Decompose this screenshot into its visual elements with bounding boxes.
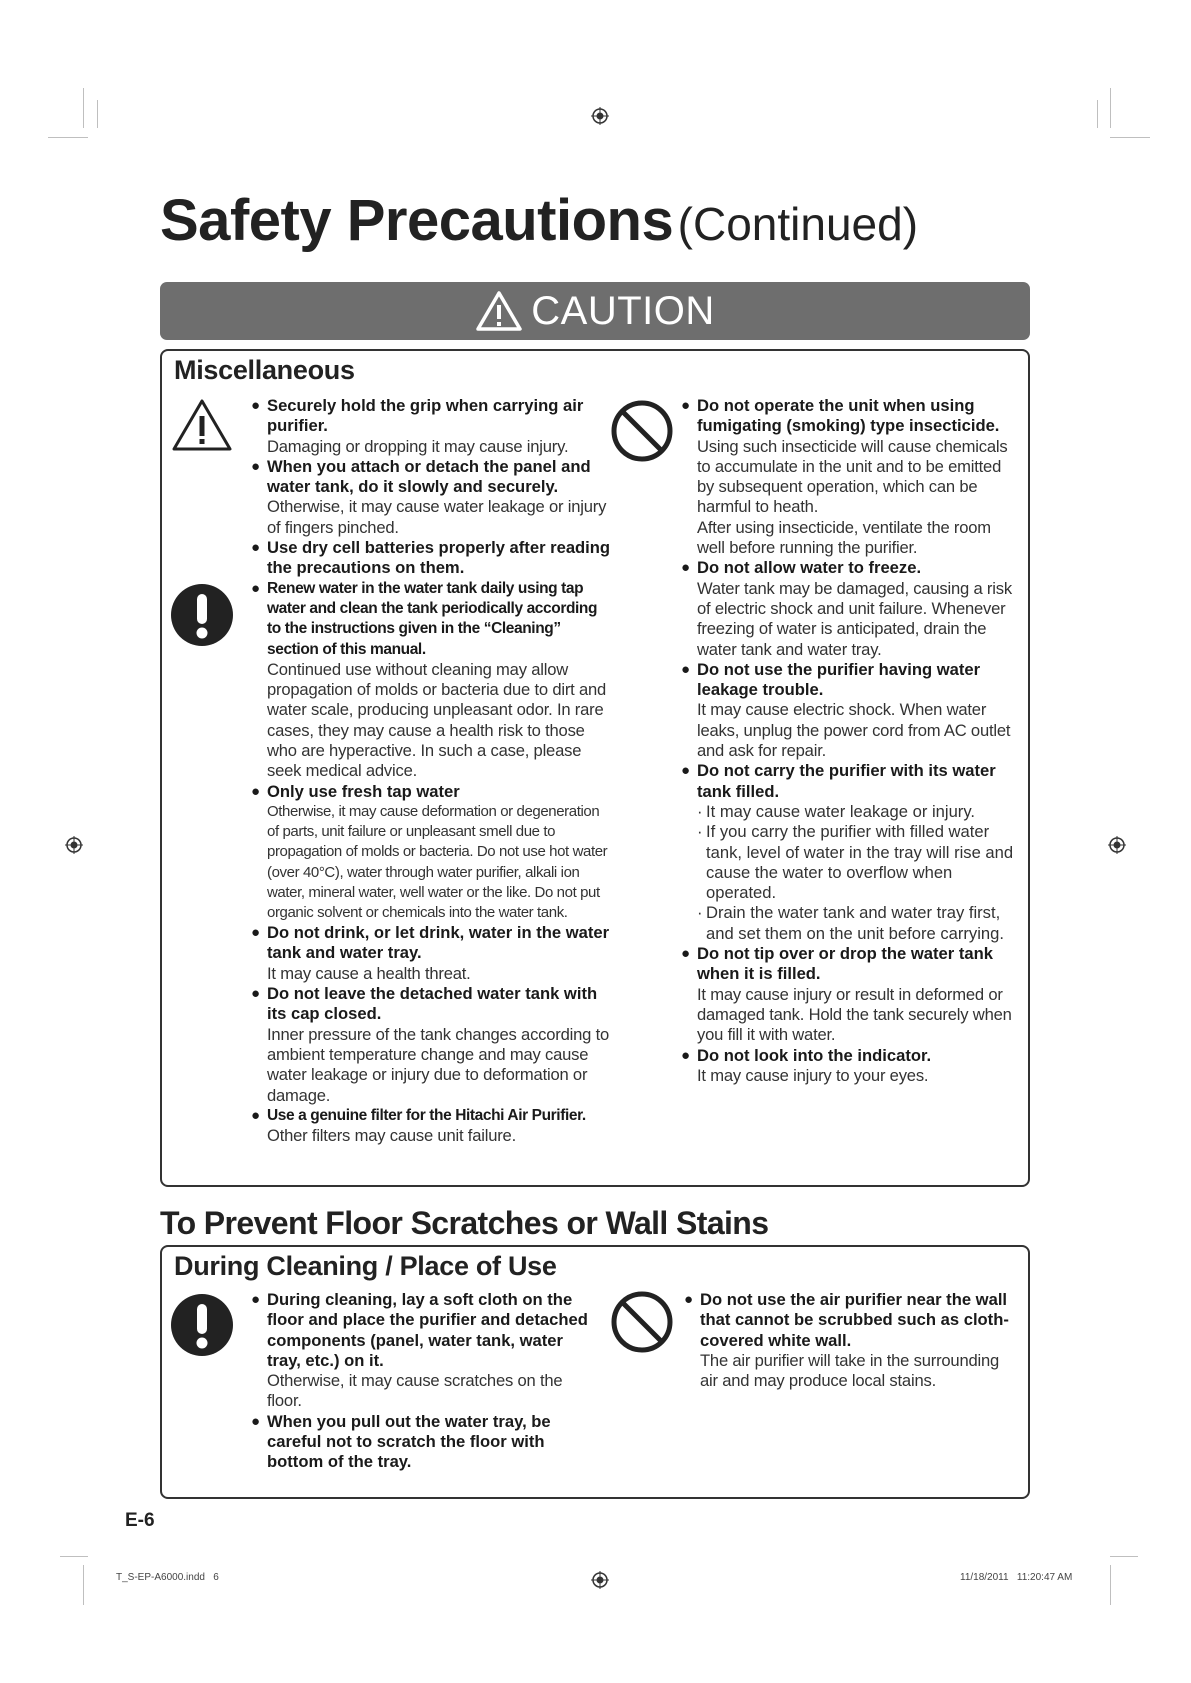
item-desc: It may cause injury or result in deformed or damaged tank. Hold the tank securely when you fill it with water. <box>697 984 1012 1045</box>
list-item <box>253 782 611 924</box>
warning-triangle-icon <box>475 290 523 332</box>
item-desc: It may cause a health threat. <box>267 963 471 983</box>
list-item <box>253 984 611 1106</box>
list-item <box>683 761 1020 944</box>
list-item <box>683 1046 1020 1087</box>
item-desc: Inner pressure of the tank changes according to ambient temperature change and may cause water leakage or injury due to deformation or damage. <box>267 1024 610 1105</box>
misc-right-column <box>683 396 1020 1086</box>
bullet-icon: ● <box>251 985 261 1003</box>
sub-item-text: Drain the water tank and water tray first, and set them on the unit before carrying. <box>706 903 1004 943</box>
caution-label: CAUTION <box>531 288 715 333</box>
item-desc: Otherwise, it may cause deformation or degeneration of parts, unit failure or unpleasant smell due to propagation of molds or bacteria. Do not use hot water (over 40°C), water through water purifier, alkali ion water, mineral water, well water or the like. Do not put organic solvent or chemicals into the water tank. <box>267 802 608 921</box>
item-desc: Damaging or dropping it may cause injury. <box>267 436 569 456</box>
crop-mark <box>1110 1565 1111 1605</box>
item-title: Do not operate the unit when using fumigating (smoking) type insecticide. <box>697 396 1000 436</box>
prohibited-icon <box>610 1290 674 1354</box>
item-title: Do not look into the indicator. <box>697 1045 932 1065</box>
section-title: To Prevent Floor Scratches or Wall Stains <box>160 1205 769 1241</box>
crop-mark <box>1110 88 1111 128</box>
bullet-icon: ● <box>251 539 261 557</box>
misc-left-column <box>253 396 611 1146</box>
bullet-icon: ● <box>251 924 261 942</box>
caution-banner <box>160 282 1030 340</box>
prohibited-icon <box>610 399 674 463</box>
item-title: Only use fresh tap water <box>267 781 460 801</box>
item-title: Do not allow water to freeze. <box>697 558 922 578</box>
item-desc: Otherwise, it may cause water leakage or injury of fingers pinched. <box>267 497 607 537</box>
item-desc: Using such insecticide will cause chemicals to accumulate in the unit and to be emitted by subsequent operation, which can be harmful to heath. <box>697 436 1008 517</box>
footer-file: T_S-EP-A6000.indd 6 <box>116 1572 219 1583</box>
item-title: Do not carry the purifier with its water tank filled. <box>697 761 996 801</box>
item-desc: Continued use without cleaning may allow propagation of molds or bacteria due to dirt and water scale, producing unpleasant odor. In rare cases, they may cause a health risk to those who are hyperactive. In such a case, please seek medical advice. <box>267 659 607 781</box>
page-number: E-6 <box>125 1510 155 1531</box>
crop-mark <box>1110 1556 1138 1557</box>
list-item <box>253 579 611 782</box>
bullet-icon: ● <box>681 945 691 963</box>
title-main: Safety Precautions <box>160 188 674 253</box>
miscellaneous-heading: Miscellaneous <box>174 355 355 385</box>
item-title: Use a genuine filter for the Hitachi Air Purifier. <box>267 1106 586 1124</box>
crop-mark <box>83 88 84 128</box>
list-item <box>253 538 611 579</box>
item-desc: Other filters may cause unit failure. <box>267 1126 516 1146</box>
cleaning-left-column <box>253 1290 593 1473</box>
list-item <box>683 944 1020 1045</box>
mandatory-exclamation-icon <box>170 1293 234 1357</box>
list-item <box>253 1290 593 1412</box>
bullet-icon: ● <box>251 1291 261 1308</box>
registration-mark-icon <box>591 1571 609 1589</box>
item-title: Do not leave the detached water tank with its cap closed. <box>267 984 598 1024</box>
bullet-icon: ● <box>251 782 261 800</box>
list-item <box>253 1412 593 1473</box>
item-title: When you pull out the water tray, be careful not to scratch the floor with bottom of the tray. <box>267 1411 551 1472</box>
bullet-icon: ● <box>251 457 261 475</box>
bullet-icon: ● <box>681 397 691 414</box>
footer-timestamp: 11/18/2011 11:20:47 AM <box>960 1572 1073 1583</box>
item-title: Securely hold the grip when carrying air purifier. <box>267 396 584 436</box>
sub-item: · If you carry the purifier with filled water tank, level of water in the tray will rise and cause the water to overflow when operated. <box>697 822 1014 903</box>
bullet-icon: ● <box>251 579 261 597</box>
crop-mark <box>83 1565 84 1605</box>
bullet-icon: ● <box>681 559 691 577</box>
mandatory-exclamation-icon <box>170 583 234 647</box>
item-desc: It may cause injury to your eyes. <box>697 1065 929 1085</box>
bullet-icon: ● <box>251 397 261 414</box>
item-title: Do not drink, or let drink, water in the water tank and water tray. <box>267 923 610 963</box>
item-desc: It may cause electric shock. When water leaks, unplug the power cord from AC outlet and ask for repair. <box>697 700 1011 761</box>
cleaning-heading: During Cleaning / Place of Use <box>174 1251 557 1281</box>
crop-mark <box>48 137 88 138</box>
registration-mark-icon <box>591 107 609 125</box>
item-title: Do not tip over or drop the water tank when it is filled. <box>697 944 993 984</box>
crop-mark <box>1097 100 1098 128</box>
item-desc: The air purifier will take in the surrounding air and may produce local stains. <box>700 1350 1000 1391</box>
list-item <box>253 457 611 538</box>
sub-item-text: It may cause water leakage or injury. <box>706 801 975 821</box>
list-item <box>683 660 1020 761</box>
crop-mark <box>97 100 98 128</box>
bullet-icon: ● <box>681 660 691 678</box>
title-continued: (Continued) <box>677 198 919 250</box>
list-item <box>253 923 611 984</box>
item-desc: After using insecticide, ventilate the room well before running the purifier. <box>697 517 991 558</box>
registration-mark-icon <box>65 836 83 854</box>
item-title: Renew water in the water tank daily using tap water and clean the tank periodically according to the instructions given in the “Cleaning” section of this manual. <box>267 579 598 658</box>
item-title: When you attach or detach the panel and water tank, do it slowly and securely. <box>267 456 591 497</box>
item-desc: Otherwise, it may cause scratches on the floor. <box>267 1371 563 1411</box>
bullet-icon: ● <box>681 762 691 780</box>
sub-item: · Drain the water tank and water tray first, and set them on the unit before carrying. <box>697 903 1004 943</box>
item-title: Use dry cell batteries properly after reading the precautions on them. <box>267 538 611 578</box>
bullet-icon: ● <box>251 1412 261 1430</box>
list-item <box>683 558 1020 659</box>
page-title <box>160 188 919 253</box>
item-title: Do not use the air purifier near the wall that cannot be scrubbed such as cloth-covered white wall. <box>700 1290 1009 1350</box>
item-title: During cleaning, lay a soft cloth on the floor and place the purifier and detached components (panel, water tank, water tray, etc.) on it. <box>267 1290 588 1370</box>
warning-triangle-icon <box>170 397 234 453</box>
crop-mark <box>1110 137 1150 138</box>
registration-mark-icon <box>1108 836 1126 854</box>
list-item <box>686 1290 1020 1391</box>
bullet-icon: ● <box>684 1291 694 1308</box>
list-item <box>253 1106 611 1147</box>
item-desc: Water tank may be damaged, causing a risk of electric shock and unit failure. Whenever freezing of water is anticipated, drain the water tank and water tray. <box>697 578 1012 659</box>
list-item <box>683 396 1020 558</box>
bullet-icon: ● <box>251 1106 261 1124</box>
sub-item: · It may cause water leakage or injury. <box>697 801 975 821</box>
crop-mark <box>60 1556 88 1557</box>
list-item <box>253 396 611 457</box>
cleaning-right-column <box>686 1290 1020 1391</box>
bullet-icon: ● <box>681 1046 691 1064</box>
sub-item-text: If you carry the purifier with filled water tank, level of water in the tray will rise and cause the water to overflow when operated. <box>706 822 1014 903</box>
item-title: Do not use the purifier having water leakage trouble. <box>697 659 981 700</box>
